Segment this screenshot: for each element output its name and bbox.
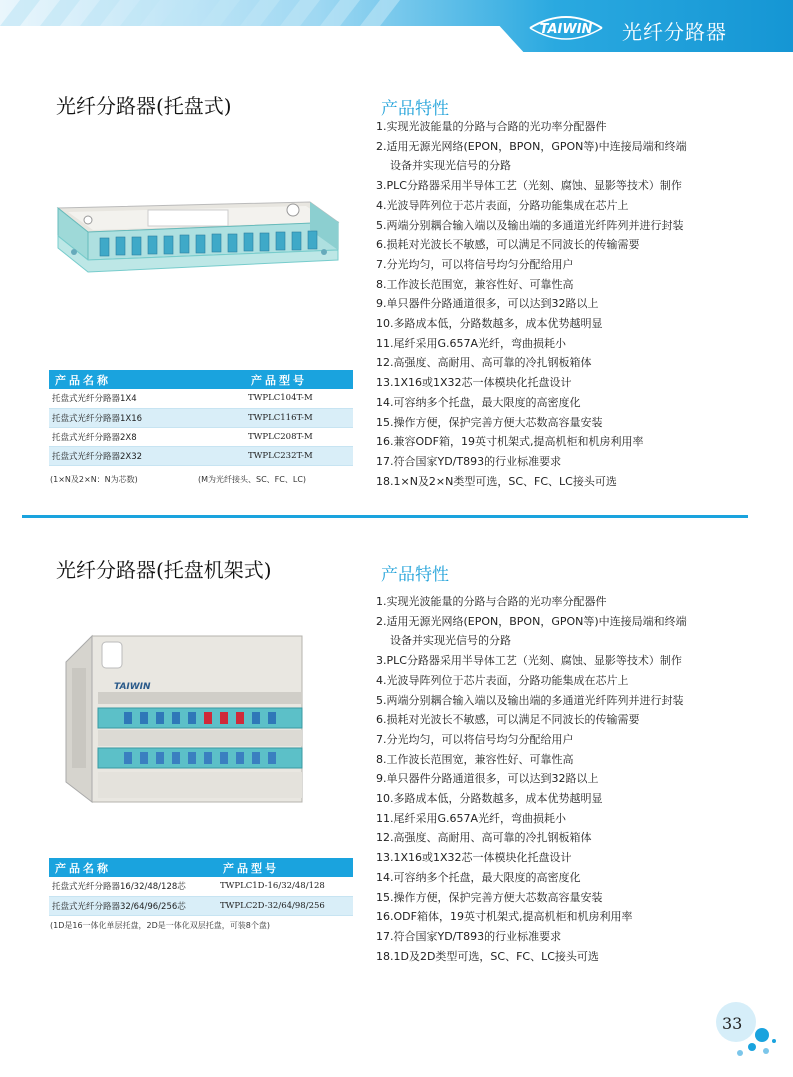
- list-item: 4.光波导阵列位于芯片表面，分路功能集成在芯片上: [376, 198, 629, 212]
- list-item: 11.尾纤采用G.657A光纤，弯曲损耗小: [376, 336, 567, 350]
- list-item: 8.工作波长范围宽，兼容性好、可靠性高: [376, 277, 574, 291]
- table-cell-model: TWPLC2D-32/64/98/256: [217, 896, 353, 915]
- list-item: 2.适用无源光网络(EPON，BPON，GPON等)中连接局端和终端: [376, 614, 687, 628]
- col-header-name: 产品名称: [49, 370, 245, 389]
- list-item: 2.适用无源光网络(EPON，BPON，GPON等)中连接局端和终端: [376, 139, 687, 153]
- list-item: 8.工作波长范围宽，兼容性好、可靠性高: [376, 752, 574, 766]
- list-item: 13.1X16或1X32芯一体模块化托盘设计: [376, 851, 572, 865]
- table-cell-model: TWPLC232T-M: [245, 446, 353, 465]
- list-item: 18.1×N及2×N类型可选，SC、FC、LC接头可选: [376, 474, 617, 488]
- section1-features-heading: 产品特性: [381, 99, 449, 119]
- section2-spec-table: [49, 858, 353, 916]
- table-cell-name: 托盘式光纤分路器1X16: [49, 408, 245, 427]
- list-item: 6.损耗对光波长不敏感，可以满足不同波长的传输需要: [376, 713, 640, 727]
- table-cell-model: TWPLC116T-M: [245, 408, 353, 427]
- header-stripes: [0, 0, 420, 52]
- list-item: 10.多路成本低，分路数越多，成本优势越明显: [376, 317, 603, 331]
- section1-spec-table: [49, 370, 353, 466]
- list-item: 12.高强度、高耐用、高可靠的冷扎钢板箱体: [376, 356, 592, 370]
- list-item: 14.可容纳多个托盘，最大限度的高密度化: [376, 870, 581, 884]
- col-header-model: 产品型号: [245, 370, 353, 389]
- list-item: 14.可容纳多个托盘，最大限度的高密度化: [376, 395, 581, 409]
- list-item: 3.PLC分路器采用半导体工艺（光刻、腐蚀、显影等技术）制作: [376, 654, 682, 668]
- list-item: 4.光波导阵列位于芯片表面，分路功能集成在芯片上: [376, 673, 629, 687]
- list-item: 设备并实现光信号的分路: [390, 159, 511, 173]
- list-item: 9.单只器件分路通道很多，可以达到32路以上: [376, 297, 599, 311]
- list-item: 设备并实现光信号的分路: [390, 634, 511, 648]
- list-item: 1.实现光波能量的分路与合路的光功率分配器件: [376, 595, 607, 608]
- list-item: 10.多路成本低，分路数越多，成本优势越明显: [376, 792, 603, 806]
- section1-feature-list: [376, 117, 776, 491]
- list-item: 16.兼容ODF箱，19英寸机架式,提高机柜和机房利用率: [376, 435, 644, 449]
- section2-note: (1D是16一体化单层托盘，2D是一体化双层托盘，可装8个盘): [50, 921, 271, 930]
- list-item: 7.分光均匀，可以将信号均匀分配给用户: [376, 732, 574, 746]
- header-bar: [0, 0, 793, 52]
- list-item: 11.尾纤采用G.657A光纤，弯曲损耗小: [376, 811, 567, 825]
- rack-splitter-image: [58, 632, 310, 810]
- taiwin-logo: [526, 10, 606, 44]
- table-cell-name: 托盘式光纤分路器32/64/96/256芯: [49, 896, 217, 915]
- table-cell-name: 托盘式光纤分路器2X8: [49, 427, 245, 446]
- table-cell-name: 托盘式光纤分路器16/32/48/128芯: [49, 877, 217, 896]
- col-header-model: 产品型号: [217, 858, 353, 877]
- section2-features-heading: 产品特性: [381, 565, 449, 585]
- list-item: 6.损耗对光波长不敏感，可以满足不同波长的传输需要: [376, 238, 640, 252]
- table-cell-model: TWPLC104T-M: [245, 389, 353, 408]
- list-item: 9.单只器件分路通道很多，可以达到32路以上: [376, 772, 599, 786]
- section1-note-right: (M为光纤接头、SC、FC、LC): [198, 475, 307, 484]
- section1-title: 光纤分路器(托盘式): [56, 94, 232, 118]
- header-title: 光纤分路器: [622, 20, 727, 44]
- table-cell-name: 托盘式光纤分路器2X32: [49, 446, 245, 465]
- list-item: 18.1D及2D类型可选，SC、FC、LC接头可选: [376, 949, 599, 963]
- section2-title: 光纤分路器(托盘机架式): [56, 558, 272, 582]
- table-cell-model: TWPLC208T-M: [245, 427, 353, 446]
- section1-note-left: (1×N及2×N：N为芯数): [50, 475, 138, 484]
- list-item: 5.两端分别耦合输入端以及输出端的多通道光纤阵列并进行封装: [376, 218, 684, 232]
- page-number: 33: [722, 1014, 743, 1033]
- list-item: 15.操作方便，保护完善方便大芯数高容量安装: [376, 415, 603, 429]
- section-divider: [22, 515, 748, 518]
- table-cell-name: 托盘式光纤分路器1X4: [49, 389, 245, 408]
- list-item: 16.ODF箱体，19英寸机架式,提高机柜和机房利用率: [376, 910, 633, 924]
- page-number-bubbles: [700, 995, 790, 1065]
- list-item: 13.1X16或1X32芯一体模块化托盘设计: [376, 376, 572, 390]
- col-header-name: 产品名称: [49, 858, 217, 877]
- list-item: 17.符合国家YD/T893的行业标准要求: [376, 929, 562, 943]
- svg-text:TAIWIN: TAIWIN: [539, 22, 593, 37]
- list-item: 1.实现光波能量的分路与合路的光功率分配器件: [376, 120, 607, 133]
- section2-feature-list: [376, 592, 776, 966]
- tray-splitter-image: [38, 190, 350, 300]
- svg-text:TAIWIN: TAIWIN: [114, 682, 151, 692]
- table-cell-model: TWPLC1D-16/32/48/128: [217, 877, 353, 896]
- list-item: 15.操作方便，保护完善方便大芯数高容量安装: [376, 890, 603, 904]
- list-item: 3.PLC分路器采用半导体工艺（光刻、腐蚀、显影等技术）制作: [376, 179, 682, 193]
- list-item: 12.高强度、高耐用、高可靠的冷扎钢板箱体: [376, 831, 592, 845]
- list-item: 17.符合国家YD/T893的行业标准要求: [376, 454, 562, 468]
- list-item: 5.两端分别耦合输入端以及输出端的多通道光纤阵列并进行封装: [376, 693, 684, 707]
- list-item: 7.分光均匀，可以将信号均匀分配给用户: [376, 257, 574, 271]
